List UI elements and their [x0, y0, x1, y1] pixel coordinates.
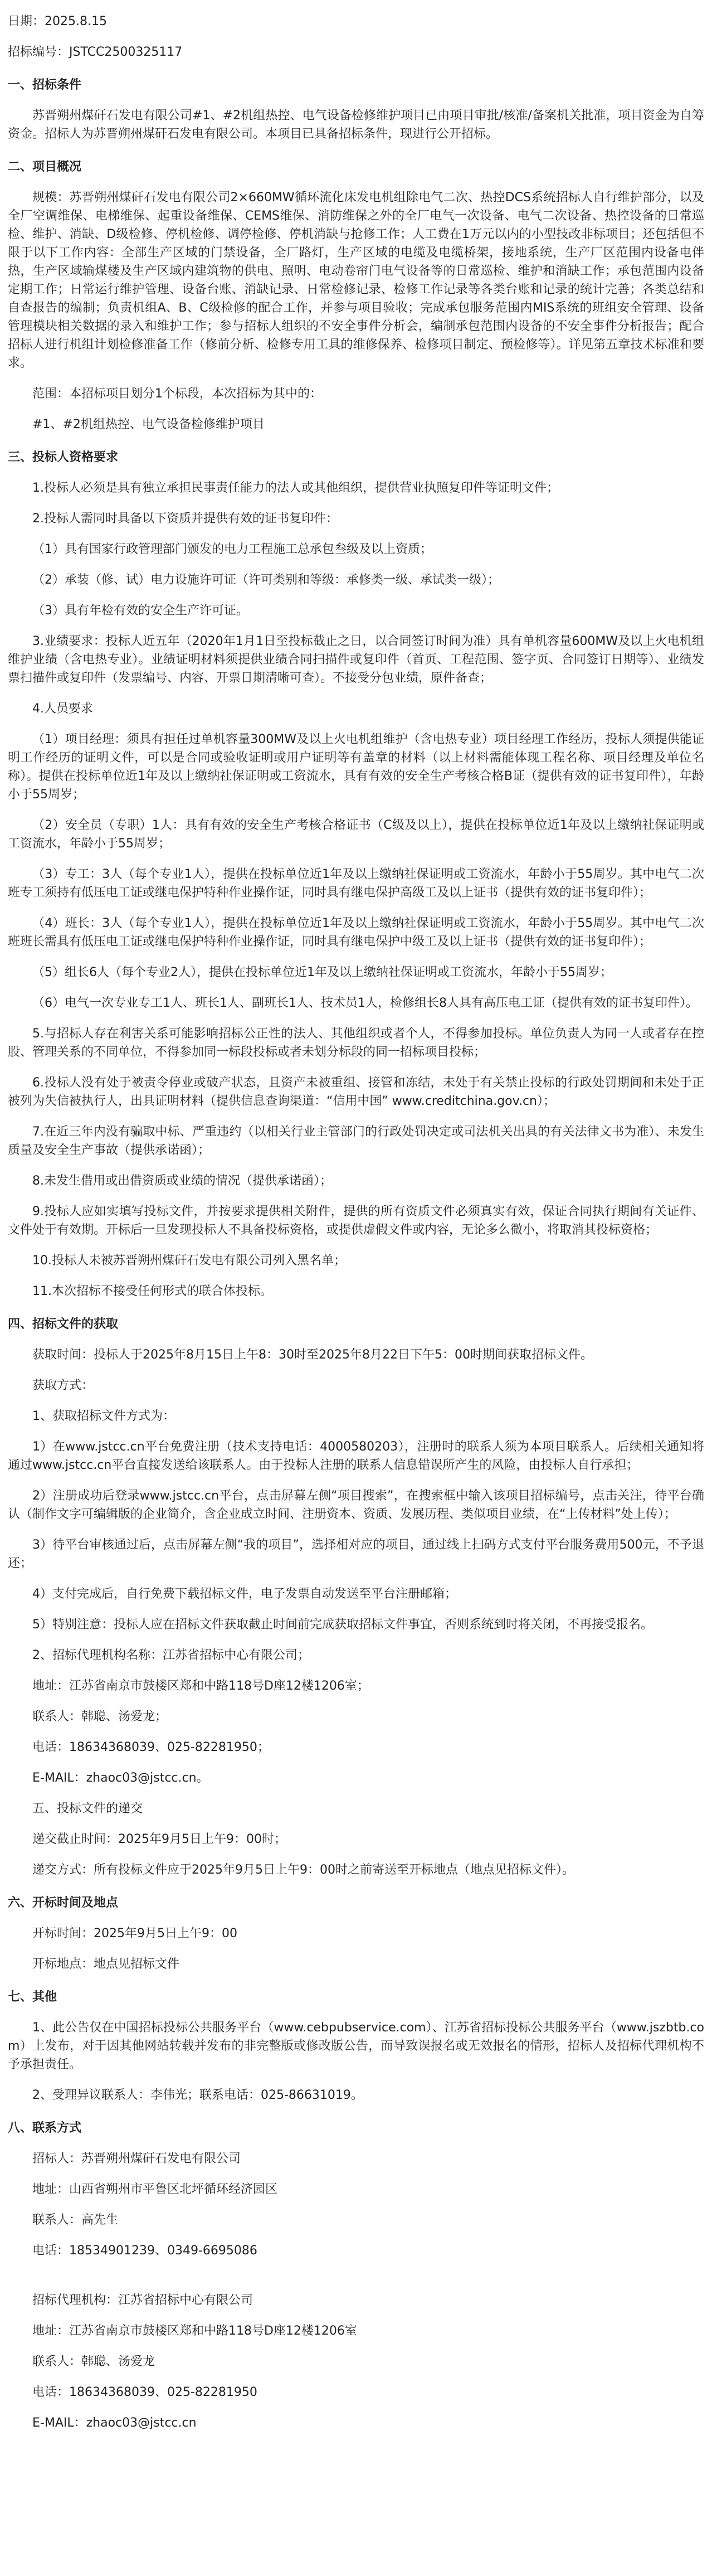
obtain-step: 4）支付完成后，自行免费下载招标文件，电子发票自动发送至平台注册邮箱； — [32, 1587, 457, 1601]
opening-time-text: 开标时间：2025年9月5日上午9：00 — [32, 1927, 237, 1941]
project-scale-text: 规模：苏晋朔州煤矸石发电有限公司2×660MW循环流化床发电机组除电气二次、热控DCS系统招标人自行维护部分，以及全厂空调维保、电梯维保、起重设备维保、CEMS维保、消防维保之外的全厂电气一次设备、电气二次设备、热控设备的日常巡检、维护、消缺、D级检修、停机检修、调停检修、停机消缺与抢修工作；人工费在1万元以内的小型技改非标项目；还包括但不限于以下工作内容：全部生产区域的门禁设备，全厂路灯，生产区域的电缆及电缆桥架，接地系统，生产厂区范围内设备电伴热，生产区域输煤楼及生产区域内建筑物的供电、照明、电动卷帘门电气设备等的日常巡检、维护和消缺工作；承包范围内设备定期工作；日常运行维护管理、设备台账、消缺记录、日常检修记录、检修工作记录等各类台账和记录的统计完善；各类总结和自查报告的编制；负责机组A、B、C级检修的配合工作，并参与项目验收；完成承包服务范围内MIS系统的班组安全管理、设备管理模块相关数据的录入和维护工作；参与招标人组织的不安全事件分析会，编制承包范围内设备的不安全事件分析报告；配合招标人进行机组计划检修准备工作（修前分析、检修专用工具的维修保养、检修项目制定、预检修等）。详见第五章技术标准和要求。 — [8, 191, 704, 370]
agency-contact-text: 联系人：韩聪、汤爱龙； — [32, 1710, 168, 1724]
contact-spacer — [8, 2272, 704, 2291]
agency-email: E-MAIL：zhaoc03@jstcc.cn — [32, 2416, 197, 2430]
section-title-qualifications: 三、投标人资格要求 — [8, 450, 119, 464]
submission-deadline-text: 递交截止时间：2025年9月5日上午9：00时； — [32, 1832, 286, 1846]
qualification-item: （3）具有年检有效的安全生产许可证。 — [32, 604, 248, 618]
section-title-contacts: 八、联系方式 — [8, 2121, 82, 2135]
qualification-item: 9.投标人应如实填写投标文件，并按要求提供相关附件，提供的所有资质文件必须真实有效，保证合同执行期间有关证件、文件处于有效期。开标后一旦发现投标人不具备投标资格，或提供虚假文件或内容，无论多么微小，将取消其投标资格； — [8, 1205, 704, 1237]
qualification-item: （5）组长6人（每个专业2人），提供在投标单位近1年及以上缴纳社保证明或工资流水，年龄小于55周岁； — [32, 966, 612, 979]
qualification-item: （4）班长：3人（每个专业1人），提供在投标单位近1年及以上缴纳社保证明或工资流水，年龄小于55周岁。其中电气二次班班长需具有低压电工证或继电保护特种作业操作证，同时具有继电保护中级工及以上证书（提供有效的证书复印件）； — [8, 916, 704, 949]
agency-address-text: 地址：江苏省南京市鼓楼区郑和中路118号D座12楼1206室； — [32, 1679, 369, 1693]
qualification-item: （1）具有国家行政管理部门颁发的电力工程施工总承包叁级及以上资质； — [32, 542, 432, 556]
project-lot-text: #1、#2机组热控、电气设备检修维护项目 — [32, 418, 265, 431]
qualification-item: （2）安全员（专职）1人：具有有效的安全生产考核合格证书（C级及以上），提供在投标单位近1年及以上缴纳社保证明或工资流水，年龄小于55周岁； — [8, 818, 704, 851]
project-number: 招标编号：JSTCC2500325117 — [8, 45, 183, 59]
qualification-item: 5.与招标人存在利害关系可能影响招标公正性的法人、其他组织或者个人，不得参加投标。单位负责人为同一人或者存在控股、管理关系的不同单位，不得参加同一标段投标或者未划分标段的同一招标项目投标； — [8, 1027, 704, 1059]
obtain-step: 2）注册成功后登录www.jstcc.cn平台，点击屏幕左侧“项目搜索”，在搜索框中输入该项目招标编号，点击关注，待平台确认（制作文字可编辑版的企业简介，含企业成立时间、注册资本、资质、发展历程、类似项目业绩，在“上传材料”处上传）； — [8, 1489, 704, 1521]
qualification-item: 2.投标人需同时具备以下资质并提供有效的证书复印件： — [32, 512, 338, 526]
opening-place-text: 开标地点：地点见招标文件 — [32, 1957, 180, 1971]
obtain-method-heading: 1、获取招标文件方式为： — [32, 1409, 175, 1423]
obtain-step: 1）在www.jstcc.cn平台免费注册（技术支持电话：4000580203），注册时的联系人须为本项目联系人。后续相关通知将通过www.jstcc.cn平台直接发送给该联系人。由于投标人注册的联系人信息错误所产生的风险，由投标人自行承担； — [8, 1440, 704, 1472]
obtain-method-label: 获取方式： — [32, 1379, 94, 1393]
agency-name-text: 2、招标代理机构名称：江苏省招标中心有限公司； — [32, 1648, 310, 1662]
submission-method-text: 递交方式：所有投标文件应于2025年9月5日上午9：00时之前寄送至开标地点（地点见招标文件）。 — [32, 1863, 574, 1877]
obtain-time-text: 获取时间：投标人于2025年8月15日上午8：30时至2025年8月22日下午5：00时期间获取招标文件。 — [32, 1348, 593, 1362]
qualification-item: 11.本次招标不接受任何形式的联合体投标。 — [32, 1284, 272, 1298]
qualification-item: 3.业绩要求：投标人近五年（2020年1月1日至投标截止之日，以合同签订时间为准）具有单机容量600MW及以上火电机组维护业绩（含电热专业）。业绩证明材料须提供业绩合同扫描件或复印件（首页、工程范围、签字页、合同签订日期等）、业绩发票扫描件或复印件（发票编号、内容、开票日期清晰可查）。不接受分包业绩，原件备查； — [8, 634, 704, 685]
obtain-step: 3）待平台审核通过后，点击屏幕左侧“我的项目”，选择相对应的项目，通过线上扫码方式支付平台服务费用500元，不予退还； — [8, 1538, 704, 1570]
project-scope-text: 范围：本招标项目划分1个标段，本次招标为其中的： — [32, 387, 322, 401]
qualification-item: 7.在近三年内没有骗取中标、严重违约（以相关行业主管部门的行政处罚决定或司法机关出具的有关法律文书为准）、未发生质量及安全生产事故（提供承诺函）； — [8, 1125, 704, 1157]
tenderer-contact: 联系人：高先生 — [32, 2213, 119, 2227]
qualification-item: （6）电气一次专业专工1人、班长1人、副班长1人、技术员1人，检修组长8人具有高压电工证（提供有效的证书复印件）。 — [32, 996, 698, 1010]
agency-address: 地址：江苏省南京市鼓楼区郑和中路118号D座12楼1206室 — [32, 2324, 357, 2338]
agency-phone-text: 电话：18634368039、025-82281950； — [32, 1740, 270, 1754]
agency-phone: 电话：18634368039、025-82281950 — [32, 2385, 257, 2399]
agency-name: 招标代理机构：江苏省招标中心有限公司 — [32, 2293, 253, 2307]
qualification-item: （3）专工：3人（每个专业1人），提供在投标单位近1年及以上缴纳社保证明或工资流水，年龄小于55周岁。其中电气二次班专工须持有低压电工证或继电保护特种作业操作证，同时具有继电保护高级工及以上证书（提供有效的证书复印件）； — [8, 867, 704, 900]
objection-contact-text: 2、受理异议联系人：李伟光；联系电话：025-86631019。 — [32, 2088, 363, 2102]
qualification-item: 8.未发生借用或出借资质或业绩的情况（提供承诺函）； — [32, 1174, 332, 1188]
section-title-project-overview: 二、项目概况 — [8, 160, 82, 174]
agency-email-text: E-MAIL：zhaoc03@jstcc.cn。 — [32, 1771, 209, 1785]
tenderer-name: 招标人：苏晋朔州煤矸石发电有限公司 — [32, 2152, 241, 2166]
qualification-item: 1.投标人必须是具有独立承担民事责任能力的法人或其他组织，提供营业执照复印件等证明文件； — [32, 481, 559, 495]
qualification-item: 4.人员要求 — [32, 702, 93, 716]
section-title-submission: 五、投标文件的递交 — [32, 1802, 143, 1816]
tenderer-phone: 电话：18534901239、0349-6695086 — [32, 2244, 257, 2258]
section-title-opening: 六、开标时间及地点 — [8, 1896, 119, 1910]
qualification-item: （2）承装（修、试）电力设施许可证（许可类别和等级：承修类一级、承试类一级）； — [32, 573, 500, 587]
announcement-date: 日期：2025.8.15 — [8, 14, 107, 28]
qualification-item: 10.投标人未被苏晋朔州煤矸石发电有限公司列入黑名单； — [32, 1254, 346, 1268]
agency-contact: 联系人：韩聪、汤爱龙 — [32, 2355, 155, 2369]
tenderer-address: 地址：山西省朔州市平鲁区北坪循环经济园区 — [32, 2182, 278, 2196]
other-notice-text: 1、此公告仅在中国招标投标公共服务平台（www.cebpubservice.com）、江苏省招标投标公共服务平台（www.jszbtb.com）上发布，对于因其他网站转载并发布的非完整版或修改版公告，而导致误报名或无效报名的情形，招标人及招标代理机构不予承担责任。 — [8, 2021, 704, 2072]
section-title-obtain-documents: 四、招标文件的获取 — [8, 1317, 119, 1331]
obtain-step: 5）特别注意：投标人应在招标文件获取截止时间前完成获取招标文件事宜，否则系统到时将关闭，不再接受报名。 — [32, 1618, 654, 1632]
section-title-other: 七、其他 — [8, 1990, 57, 2004]
tender-conditions-text: 苏晋朔州煤矸石发电有限公司#1、#2机组热控、电气设备检修维护项目已由项目审批/核准/备案机关批准，项目资金为自筹资金。招标人为苏晋朔州煤矸石发电有限公司。本项目已具备招标条件，现进行公开招标。 — [8, 109, 704, 141]
qualification-item: 6.投标人没有处于被责令停业或破产状态，且资产未被重组、接管和冻结，未处于有关禁止投标的行政处罚期间和未处于正被列为失信被执行人，出具证明材料（提供信息查询渠道：“信用中国” www.creditchina.gov.cn）； — [8, 1076, 704, 1108]
qualification-item: （1）项目经理：须具有担任过单机容量300MW及以上火电机组维护（含电热专业）项目经理工作经历，投标人须提供能证明工作经历的证明文件，可以是合同或验收证明或用户证明等有盖章的材料（以上材料需能体现工程名称、项目经理及单位名称）。提供在投标单位近1年及以上缴纳社保证明或工资流水，具有有效的安全生产考核合格B证（提供有效的证书复印件），年龄小于55周岁； — [8, 732, 704, 802]
section-title-tender-conditions: 一、招标条件 — [8, 78, 82, 92]
